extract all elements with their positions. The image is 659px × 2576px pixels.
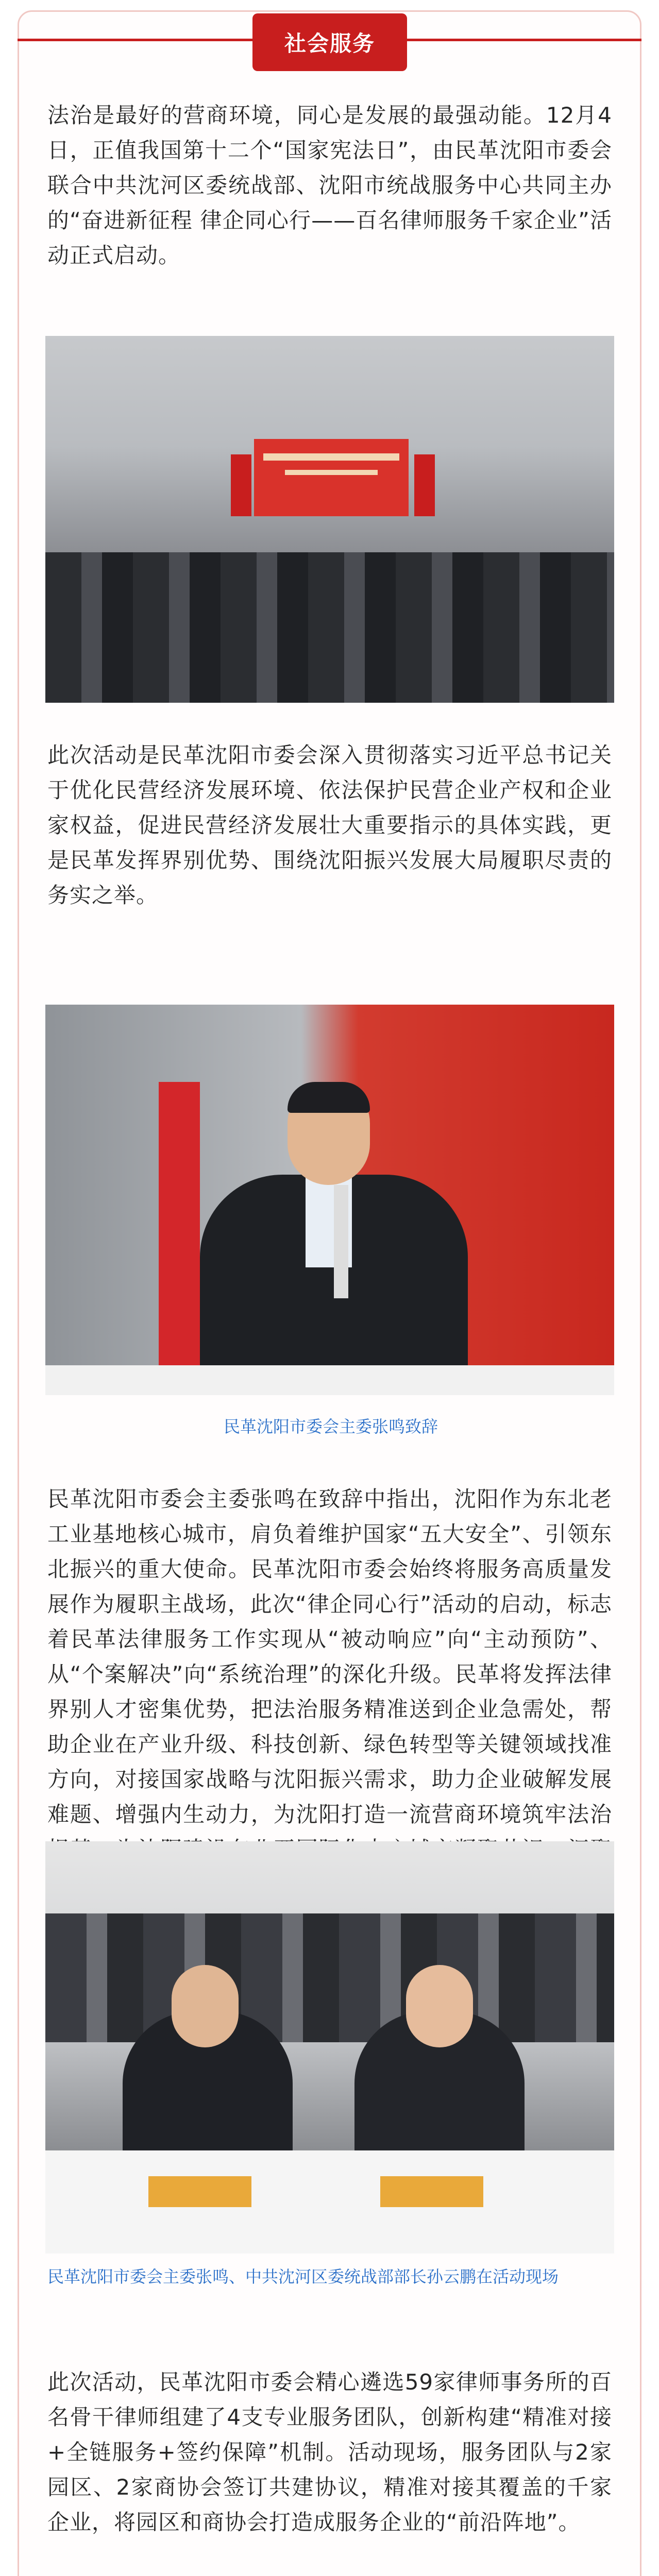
- front-table: [45, 2150, 614, 2253]
- microphone: [334, 1185, 348, 1298]
- name-card: [380, 2176, 483, 2207]
- flag: [159, 1082, 200, 1370]
- flag-right: [414, 454, 435, 516]
- stage-screen: [254, 439, 409, 516]
- screen-text: [263, 453, 399, 461]
- guest-left-head: [172, 1965, 239, 2047]
- guests-caption: 民革沈阳市委会主委张鸣、中共沈河区委统战部部长孙云鹏在活动现场: [47, 2267, 559, 2286]
- speaker-photo: [45, 1005, 614, 1395]
- paragraph-significance: 此次活动是民革沈阳市委会深入贯彻落实习近平总书记关于优化民营经济发展环境、依法保护民营企业产权和企业家权益，促进民营经济发展壮大重要指示的具体实践，更是民革发挥界别优势、围绕沈阳振兴发展大局履职尽责的务实之举。: [47, 742, 612, 908]
- meeting-hall-photo: [45, 336, 614, 703]
- audience: [45, 552, 614, 703]
- guest-right-head: [406, 1965, 473, 2047]
- guests-photo: [45, 1841, 614, 2253]
- paragraph-teams: 此次活动，民革沈阳市委会精心遴选59家律师事务所的百名骨干律师组建了4支专业服务团队，创新构建“精准对接+全链服务+签约保障”机制。活动现场，服务团队与2家园区、2家商协会签订共建协议，精准对接其覆盖的千家企业，将园区和商协会打造成服务企业的“前沿阵地”。: [47, 2369, 612, 2535]
- screen-text: [285, 470, 378, 475]
- speaker-caption: 民革沈阳市委会主委张鸣致辞: [223, 1417, 438, 1436]
- paragraph-speech: 民革沈阳市委会主委张鸣在致辞中指出，沈阳作为东北老工业基地核心城市，肩负着维护国家“五大安全”、引领东北振兴的重大使命。民革沈阳市委会始终将服务高质量发展作为履职主战场，此次“律企同心行”活动的启动，标志着民革法律服务工作实现从“被动响应”向“主动预防”、从“个案解决”向“系统治理”的深化升级。民革将发挥法律界别人才密集优势，把法治服务精准送到企业急需处，帮助企业在产业升级、科技创新、绿色转型等关键领域找准方向，对接国家战略与沈阳振兴需求，助力企业破解发展难题、增强内生动力，为沈阳打造一流营商环境筑牢法治: [47, 1486, 612, 1827]
- name-card: [148, 2176, 251, 2207]
- flag-left: [231, 454, 251, 516]
- paragraph-intro: 法治是最好的营商环境，同心是发展的最强动能。12月4日，正值我国第十二个“国家宪法日”，由民革沈阳市委会联合中共沈河区委统战部、沈阳市统战服务中心共同主办的“奋进新征程 律企同心行——百名律师服务千家企业”活动正式启动。: [47, 103, 612, 268]
- podium: [45, 1365, 614, 1395]
- speaker-hair: [288, 1082, 370, 1113]
- audience: [45, 1913, 614, 2042]
- section-tag: 社会服务: [252, 13, 407, 71]
